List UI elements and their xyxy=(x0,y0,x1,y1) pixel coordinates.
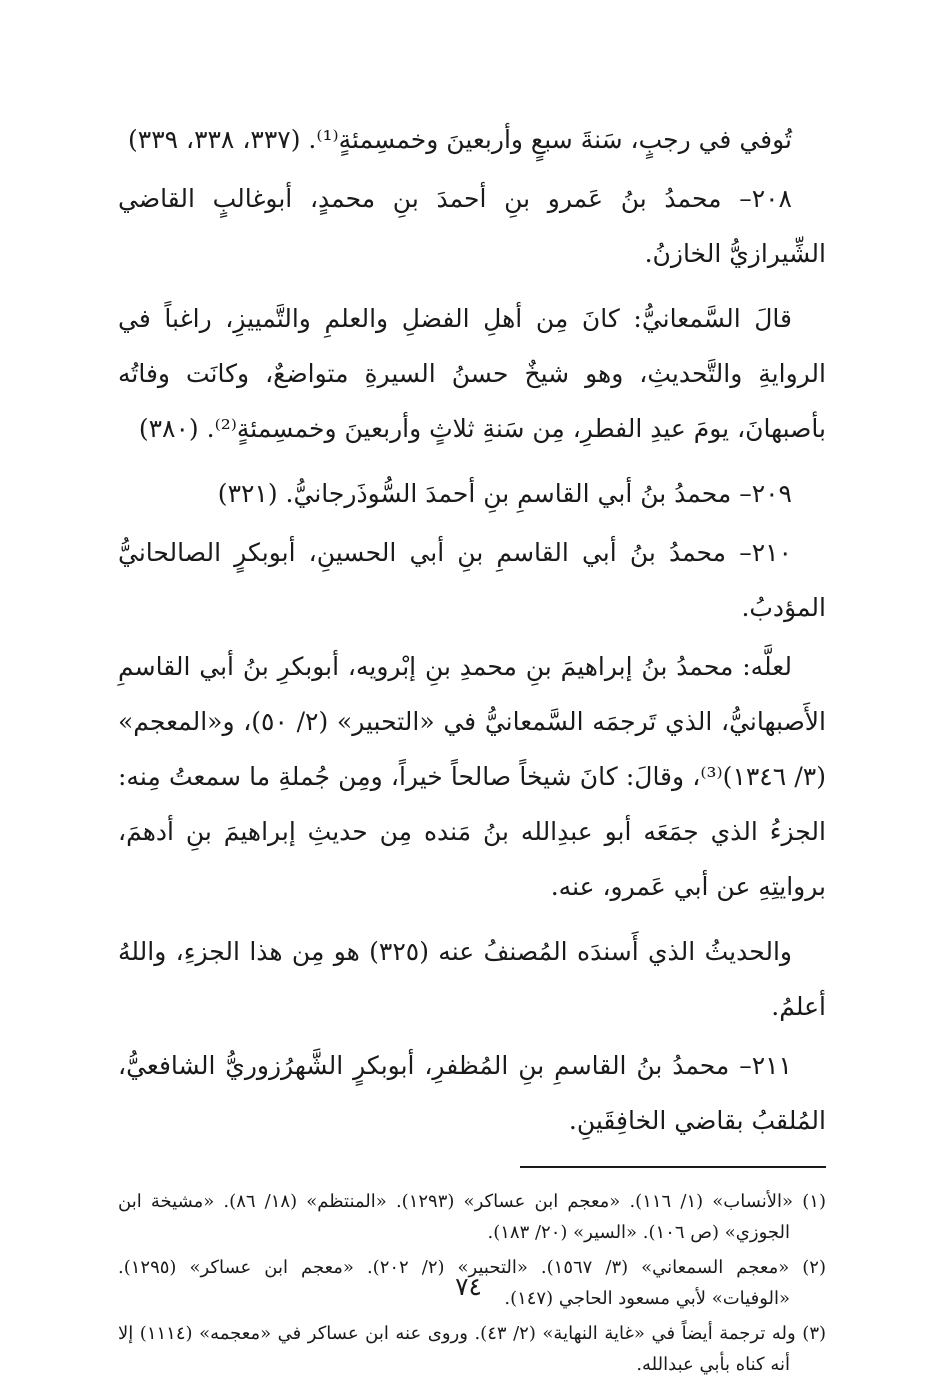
footnote-1: (١) «الأنساب» (١/ ١١٦). «معجم ابن عساكر» (١٢٩٣). «المنتظم» (١٨/ ٨٦). «مشيخة ابن الجوزي» (ص ١٠٦). «السير» (٢٠/ ١٨٣). xyxy=(118,1191,826,1243)
identification-paragraph: لعلَّه: محمدُ بنُ إبراهيمَ بنِ محمدِ بنِ إبْرويه، أبوبكرِ بنُ أبي القاسمِ الأَصبهانيُّ، الذي تَرجمَه السَّمعانيُّ في «التحبير» (٢/ ٥٠)، و«المعجم» (٣/ ١٣٤٦)⁽³⁾، وقالَ: كانَ شيخاً صالحاً خيراً، ومِن جُملةِ ما سمعتُ مِنه: الجزءُ الذي جمَعَه أبو عبدِالله بنُ مَنده مِن حديثِ إبراهيمَ بنِ أدهمَ، بروايتِهِ عن أبي عَمرو، عنه. xyxy=(118,652,826,901)
entry-209: ٢٠٩– محمدُ بنُ أبي القاسمِ بنِ أحمدَ السُّوذَرجانيُّ. (٣٢١) xyxy=(217,479,792,508)
samani-quote-paragraph: قالَ السَّمعانيُّ: كانَ مِن أهلِ الفضلِ والعلمِ والتَّمييزِ، راغباً في الروايةِ والتَّحديثِ، وهو شيخٌ حسنُ السيرةِ متواضعٌ، وكانَت وفاتُه بأصبهانَ، يومَ عيدِ الفطرِ، مِن سَنةِ ثلاثٍ وأربعينَ وخمسِمئةٍ⁽²⁾. (٣٨٠) xyxy=(118,304,826,443)
page-number: ٧٤ xyxy=(455,1272,482,1301)
entry-211: ٢١١– محمدُ بنُ القاسمِ بنِ المُظفرِ، أبوبكرٍ الشَّهرُزوريُّ الشافعيُّ، المُلقبُ بقاضي الخافِقَينِ. xyxy=(118,1051,826,1135)
footnote-2: (٢) «معجم السمعاني» (٣/ ١٥٦٧). «التحبير» (٢/ ٢٠٢). «معجم ابن عساكر» (١٢٩٥). «الوفيات» لأبي مسعود الحاجي (١٤٧). xyxy=(118,1257,826,1309)
entry-208: ٢٠٨– محمدُ بنُ عَمرو بنِ أحمدَ بنِ محمدٍ، أبوغالبٍ القاضي الشِّيرازيُّ الخازنُ. xyxy=(118,184,826,268)
entry-210: ٢١٠– محمدُ بنُ أبي القاسمِ بنِ أبي الحسينِ، أبوبكرٍ الصالحانيُّ المؤدبُ. xyxy=(118,538,826,622)
footnote-separator xyxy=(520,1166,826,1168)
footnote-3: (٣) وله ترجمة أيضاً في «غاية النهاية» (٢/ ٤٣). وروى عنه ابن عساكر في «معجمه» (١١١٤) إلا أنه كناه بأبي عبدالله. xyxy=(118,1323,827,1375)
page-content xyxy=(118,112,826,1384)
hadith-note-paragraph: والحديثُ الذي أَسندَه المُصنفُ عنه (٣٢٥) هو مِن هذا الجزءِ، واللهُ أعلمُ. xyxy=(118,937,826,1021)
death-note-paragraph: تُوفي في رجبٍ، سَنةَ سبعٍ وأربعينَ وخمسِمئةٍ⁽¹⁾. (٣٣٧، ٣٣٨، ٣٣٩) xyxy=(128,125,792,154)
